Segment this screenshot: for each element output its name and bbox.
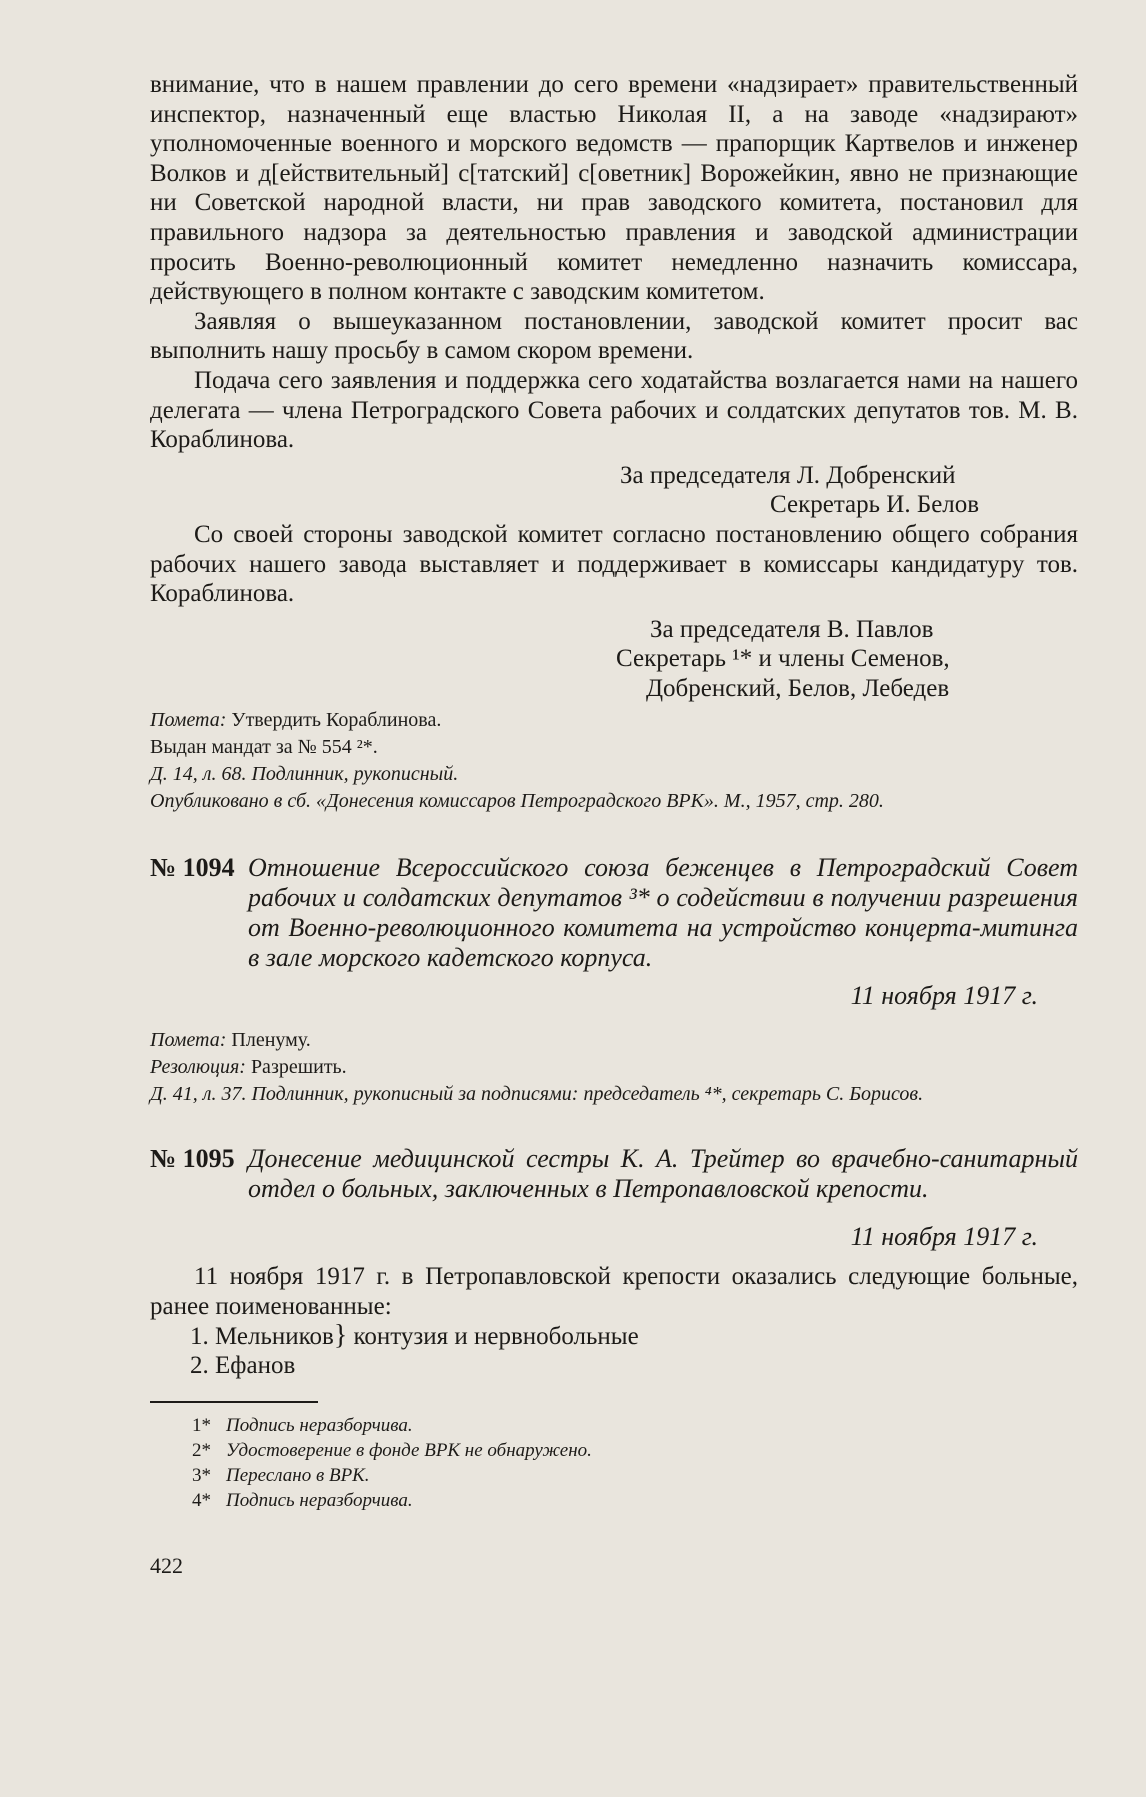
note-line — [150, 707, 1078, 734]
document-title: Донесение медицинской сестры К. А. Трейтер во врачебно-санитарный отдел о больных, заключенных в Петропавловской крепости. — [248, 1144, 1078, 1204]
note-line: Выдан мандат за № 554 ²*. — [150, 736, 378, 759]
page-content — [150, 70, 1078, 1579]
resolution-label: Резолюция: — [150, 1056, 246, 1079]
document-number: № 1094 — [150, 853, 235, 883]
note-label: Помета: — [150, 1029, 227, 1052]
source-line: Опубликовано в сб. «Донесения комиссаров Петроградского ВРК». М., 1957, стр. 280. — [150, 790, 884, 813]
patient-list — [150, 1319, 1078, 1381]
resolution-text: Разрешить. — [245, 1056, 347, 1079]
list-item — [190, 1319, 1078, 1352]
signature-block — [150, 615, 1078, 704]
body-paragraph: внимание, что в нашем правлении до сего времени «надзирает» правительственный инспектор, назначенный еще властью Николая II, а на заводе «надзирают» уполномоченные военного и морского ведомств — прапорщик Картвелов и инженер Волков и д[ействительный] с[татский] с[оветник] Ворожейкин, явно не признающие ни Советской народной власти, ни прав заводского комитета, постановил для правильного надзора за деятельностью правления и заводской администрации просить Военно-революционный комитет немедленно назначить комиссара, действующего в полном контакте с заводским комитетом. — [150, 71, 1078, 306]
archival-notes — [150, 707, 1078, 815]
signature-line: Секретарь ¹* и члены Семенов, — [616, 645, 950, 673]
footnote-text: Подпись неразборчива. — [226, 1414, 413, 1436]
footnote-text: Переслано в ВРК. — [226, 1464, 370, 1486]
list-item-name: 1. Мельников — [190, 1322, 334, 1350]
body-paragraph: Со своей стороны заводской комитет согласно постановлению общего собрания рабочих нашего завода выставляет и поддерживает в комиссары кандидатуру тов. Кораблинова. — [150, 520, 1078, 608]
document-number: № 1095 — [150, 1144, 235, 1174]
body-paragraph: 11 ноября 1917 г. в Петропавловской крепости оказались следующие больные, ранее поименованные: — [150, 1263, 1078, 1321]
footnote-text: Удостоверение в фонде ВРК не обнаружено. — [226, 1439, 592, 1461]
footnote — [192, 1438, 1078, 1463]
archival-notes — [150, 1027, 1078, 1108]
note-label: Помета: — [150, 709, 227, 732]
footnote-mark: 3* — [192, 1464, 211, 1486]
brace-icon: } — [333, 1319, 348, 1351]
source-line: Д. 41, л. 37. Подлинник, рукописный за подписями: председатель ⁴*, секретарь С. Борисов. — [150, 1083, 924, 1106]
document-1094 — [150, 853, 1078, 1108]
footnote-mark: 2* — [192, 1439, 211, 1461]
footnote — [192, 1463, 1078, 1488]
document-date: 11 ноября 1917 г. — [850, 1222, 1038, 1252]
document-1095 — [150, 1144, 1078, 1380]
footnote-text: Подпись неразборчива. — [226, 1489, 413, 1511]
body-paragraph: Заявляя о вышеуказанном постановлении, заводской комитет просит вас выполнить нашу просьбу в самом скором времени. — [150, 307, 1078, 365]
document-date: 11 ноября 1917 г. — [850, 981, 1038, 1011]
footnote — [192, 1413, 1078, 1438]
source-line: Д. 14, л. 68. Подлинник, рукописный. — [150, 763, 459, 786]
list-item: 2. Ефанов — [190, 1352, 296, 1380]
signature-line: За председателя Л. Добренский — [620, 461, 956, 489]
signature-line: Добренский, Белов, Лебедев — [646, 674, 950, 702]
list-group-text: контузия и нервнобольные — [353, 1322, 639, 1350]
footnote-divider — [150, 1401, 318, 1403]
body-paragraph: Подача сего заявления и поддержка сего ходатайства возлагается нами на нашего делегата — члена Петроградского Совета рабочих и солдатских депутатов тов. М. В. Кораблинова. — [150, 366, 1078, 454]
footnote-mark: 4* — [192, 1489, 211, 1511]
resolution-line — [150, 1054, 1078, 1081]
document-title: Отношение Всероссийского союза беженцев в Петроградский Совет рабочих и солдатских депутатов ³* о содействии в получении разрешения от Военно-революционного комитета на устройство концерта-митинга в зале морского кадетского корпуса. — [248, 853, 1078, 973]
page-number: 422 — [150, 1552, 183, 1578]
footnote-mark: 1* — [192, 1414, 211, 1436]
footnote — [192, 1488, 1078, 1513]
note-text: Пленуму. — [226, 1029, 311, 1052]
note-text: Утвердить Кораблинова. — [226, 709, 442, 732]
signature-block — [150, 461, 1078, 520]
note-line — [150, 1027, 1078, 1054]
signature-line: Секретарь И. Белов — [770, 491, 980, 519]
footnotes — [150, 1413, 1078, 1513]
signature-line: За председателя В. Павлов — [650, 615, 934, 643]
